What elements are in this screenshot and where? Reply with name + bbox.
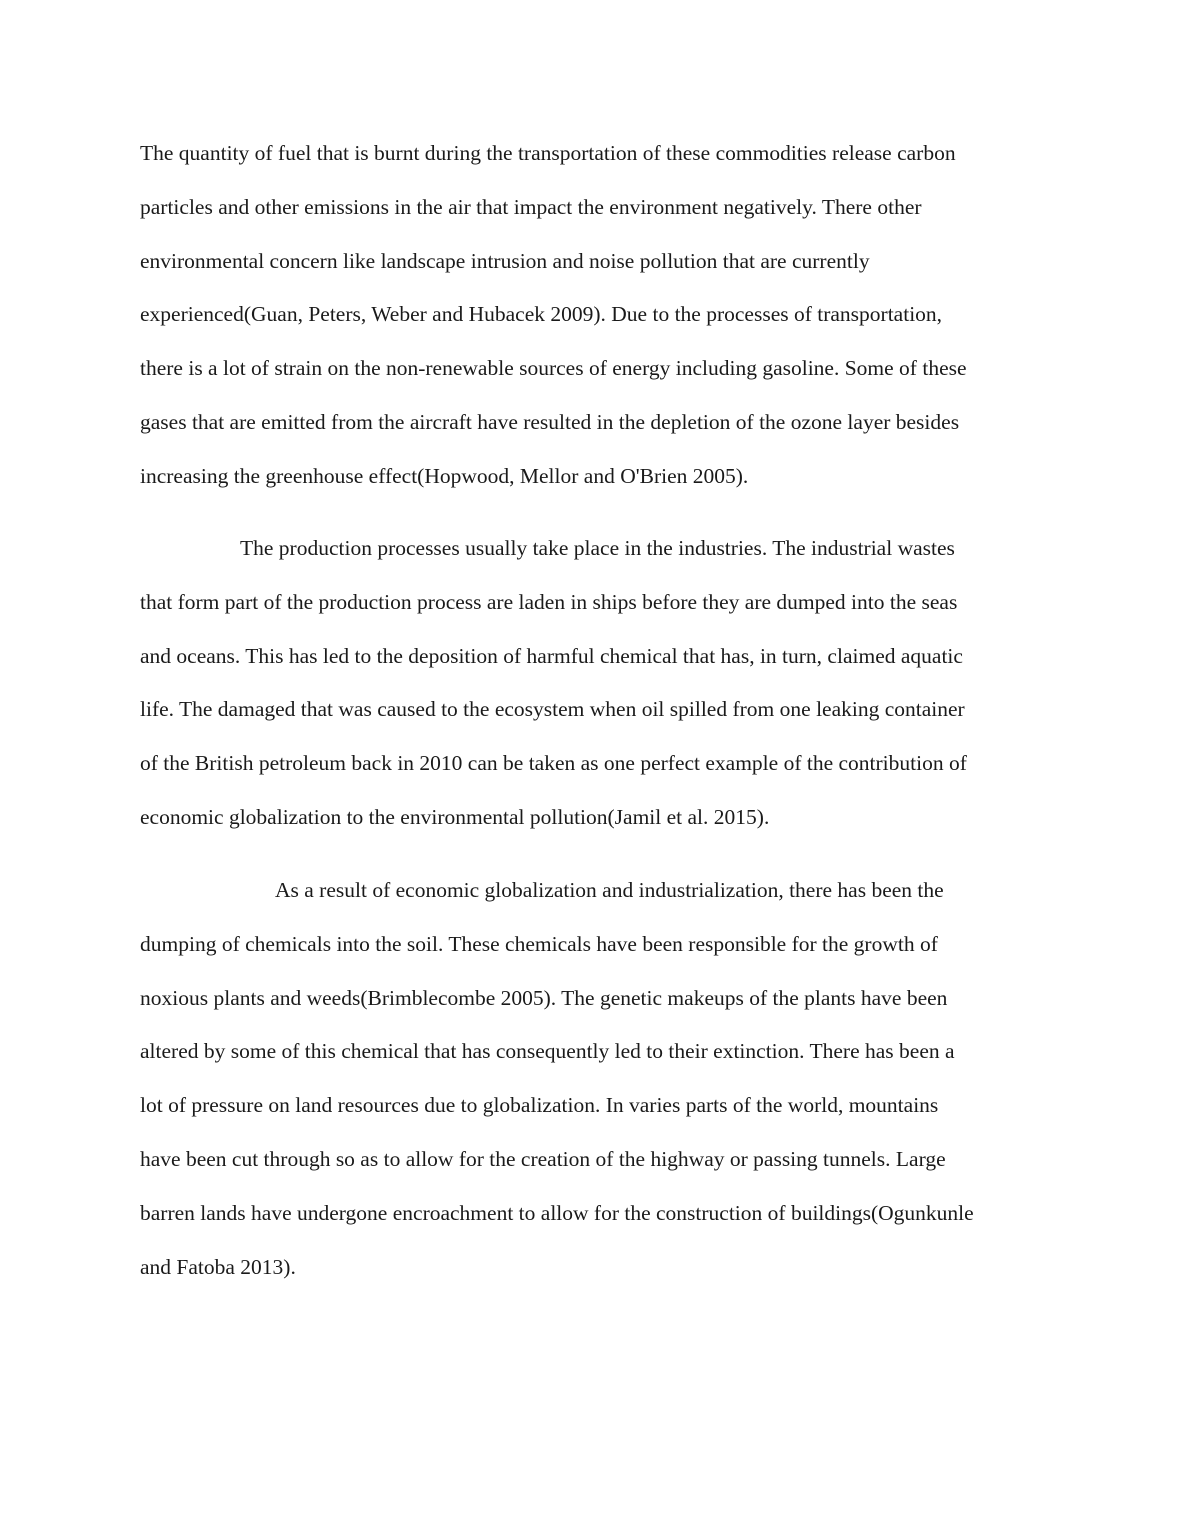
- paragraph-line: increasing the greenhouse effect(Hopwood, Mellor and O'Brien 2005).: [140, 463, 749, 488]
- paragraph-line: life. The damaged that was caused to the ecosystem when oil spilled from one leaking container: [140, 697, 965, 722]
- paragraph-soil-land-resources: [140, 864, 1050, 1294]
- paragraph-line: The production processes usually take place in the industries. The industrial wastes: [240, 536, 955, 560]
- paragraph-transport-emissions: [140, 127, 1050, 504]
- paragraph-line: particles and other emissions in the air that impact the environment negatively. There other: [140, 194, 922, 219]
- paragraph-line: there is a lot of strain on the non-renewable sources of energy including gasoline. Some of these: [140, 356, 967, 381]
- paragraph-line: As a result of economic globalization and industrialization, there has been the: [275, 878, 944, 902]
- paragraph-line: have been cut through so as to allow for the creation of the highway or passing tunnels. Large: [140, 1146, 946, 1171]
- paragraph-line: experienced(Guan, Peters, Weber and Hubacek 2009). Due to the processes of transportation,: [140, 302, 943, 327]
- paragraph-line: that form part of the production process are laden in ships before they are dumped into the seas: [140, 589, 958, 614]
- paragraph-line: barren lands have undergone encroachment to allow for the construction of buildings(Ogunkunle: [140, 1200, 974, 1225]
- paragraph-line: altered by some of this chemical that has consequently led to their extinction. There has been a: [140, 1039, 955, 1064]
- paragraph-line: and oceans. This has led to the deposition of harmful chemical that has, in turn, claimed aquatic: [140, 643, 963, 668]
- paragraph-line: and Fatoba 2013).: [140, 1254, 296, 1279]
- paragraph-line: noxious plants and weeds(Brimblecombe 2005). The genetic makeups of the plants have been: [140, 985, 948, 1010]
- paragraph-line: dumping of chemicals into the soil. These chemicals have been responsible for the growth of: [140, 931, 938, 956]
- paragraph-industrial-waste: [140, 522, 1050, 845]
- paragraph-line: economic globalization to the environmental pollution(Jamil et al. 2015).: [140, 804, 770, 829]
- paragraph-line: of the British petroleum back in 2010 can be taken as one perfect example of the contribution of: [140, 751, 967, 776]
- paragraph-line: lot of pressure on land resources due to globalization. In varies parts of the world, mountains: [140, 1093, 939, 1118]
- paragraph-line: gases that are emitted from the aircraft have resulted in the depletion of the ozone layer besides: [140, 409, 960, 434]
- paragraph-line: environmental concern like landscape intrusion and noise pollution that are currently: [140, 248, 870, 273]
- paragraph-line: The quantity of fuel that is burnt during the transportation of these commodities release carbon: [140, 141, 956, 165]
